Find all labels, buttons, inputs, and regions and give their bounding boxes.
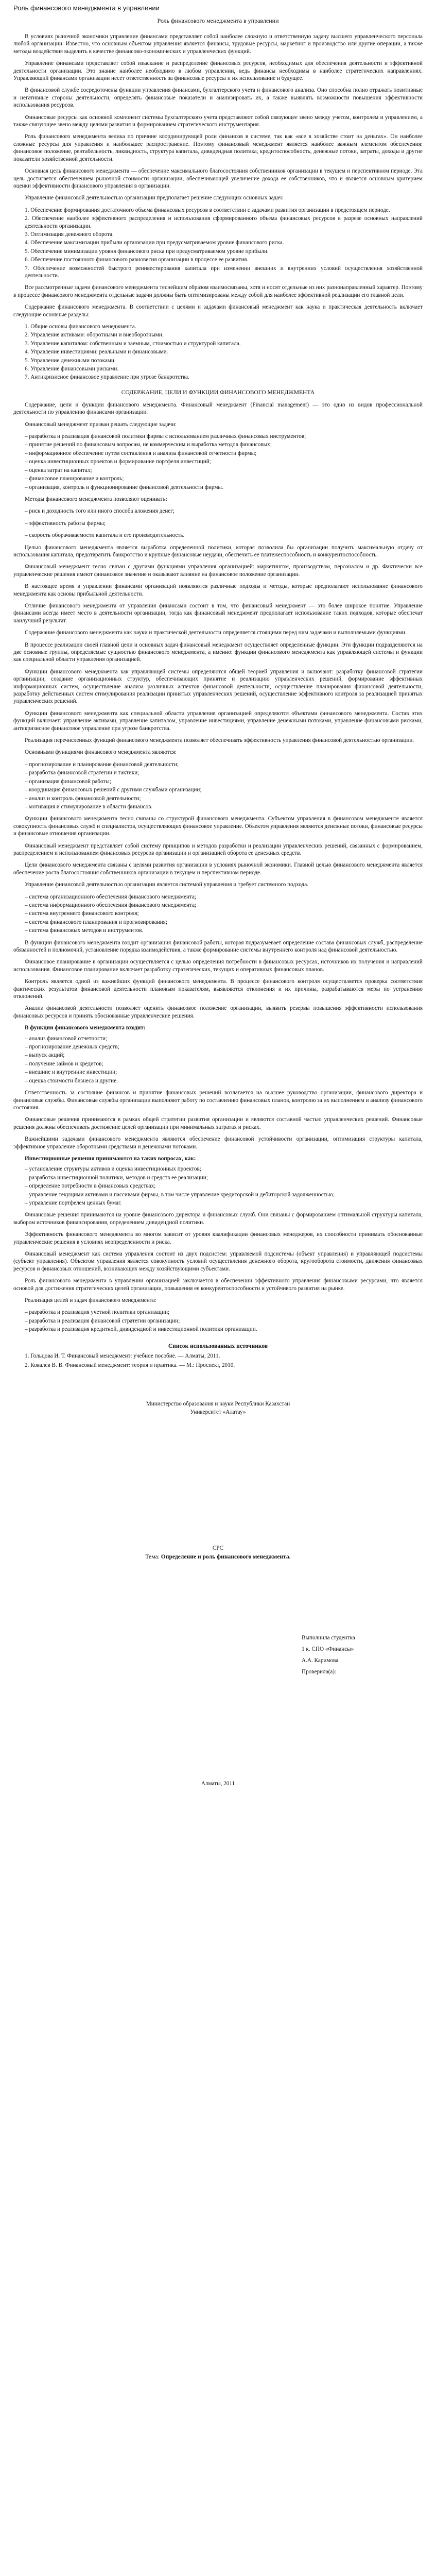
performed-by: Выполнила студентка — [302, 1635, 355, 1641]
list-item: – организация, контроль и функционирование финансовой деятельности фирмы. — [25, 484, 223, 490]
paragraph: Функции финансового менеджмента как управляющей системы определяются общей теорией управления и включают: разработку финансовой стратегии организации, создание организационных структур, обеспечивающих принятие и реализацию управленческих решений, формирование эффективных информационных систем, осуществление анализа различных аспектов финансовой деятельности, осуществление планирования финансовой деятельности, разработку действенных систем стимулирования реализации принятых управленческих решений, осуществление эффективного контроля за реализацией принятых управленческих решений. — [13, 668, 423, 705]
list-item: 1. Обеспечение формирования достаточного объема финансовых ресурсов в соответствии с задачами развития организации в предстоящем периоде. — [25, 207, 390, 213]
paragraph: Цели финансового менеджмента связаны с целями развития организации в условиях рыночной экономики. Главной целью финансового менеджмента является обеспечение роста благосостояния собственников организации в текущем и перспективном периоде. — [13, 862, 423, 876]
topic-label: Тема: — [145, 1553, 160, 1561]
paragraph: Финансовый менеджмент как система управления состоит из двух подсистем: управляемой подсистемы (объект управления) и управляющей подсистемы (субъект управления). Объектом управления является совокупность условий осуществления денежного оборота, кругооборота стоимости, движения финансовых ресурсов и финансовых отношений, возникающих между хозяйствующими субъектами. — [13, 1251, 423, 1272]
list-item: – определение потребности в финансовых средствах; — [25, 1183, 156, 1190]
main-functions-list — [13, 761, 423, 810]
paragraph: Финансовые ресурсы как основной компонент системы бухгалтерского учета представляют собой связующее звено между учетом, контролем и управлением, а также связующее звено между целями развития и формированием стратегического инструментария. — [13, 114, 423, 128]
list-item: – анализ и контроль финансовой деятельности; — [25, 795, 141, 802]
list-item: – координация финансовых решений с другими службами организации; — [25, 787, 202, 793]
author-block — [302, 1632, 423, 1677]
work-topic — [13, 1553, 423, 1560]
student-name: А.А. Каримова — [302, 1657, 339, 1664]
paragraph: – риск и доходность того или иного способа вложения денег; — [25, 508, 175, 515]
paragraph: – скорость оборачиваемости капитала и его производительность. — [25, 532, 185, 539]
list-item: – мотивация и стимулирование в области финансов. — [25, 803, 153, 810]
paragraph: – эффективность работы фирмы; — [25, 520, 106, 527]
list-item: – система организационного обеспечения финансового менеджмента; — [25, 893, 197, 900]
list-item: – разработка и реализация учетной политики организации; — [25, 1309, 170, 1316]
paragraph: В функции финансового менеджмента входит организация финансовой работы, которая подразумевает определение состава финансовых служб, распределение обязанностей и полномочий, установление порядка взаимодействия, а также формирование системы внутреннего контроля над финансовой деятельностью. — [13, 939, 423, 953]
paragraph: Финансовые решения принимаются в рамках общей стратегии развития организации и являются составной частью управленческих решений. Финансовые решения должны обеспечивать достижение целей организации при минимальных затратах и рисках. — [13, 1116, 423, 1130]
paragraph: Важнейшими задачами финансового менеджмента являются обеспечение финансовой устойчивости организации, оптимизация структуры капитала, эффективное управление оборотными средствами и денежными потоками. — [13, 1136, 423, 1150]
system-list — [13, 893, 423, 935]
title-page — [13, 1400, 423, 1941]
paragraph: Финансовые решения принимаются на уровне финансового директора и финансовых служб. Они связаны с формированием оптимальной структуры капитала, выбором источников финансирования, определением дивидендной политики. — [13, 1212, 423, 1226]
list-item: – разработка и реализация финансовой стратегии организации; — [25, 1317, 180, 1324]
document-title: Роль финансового менеджмента в управлении — [13, 4, 160, 12]
paragraph: Содержание, цели и функции финансового менеджмента. Финансовый менеджмент (Financial management) — это одно из видов профессиональной деятельности по управлению финансами организации. — [13, 401, 423, 416]
list-item: 5. Обеспечение минимизации уровня финансового риска при предусматриваемом уровне прибыли. — [25, 248, 269, 255]
list-item: 4. Обеспечение максимизации прибыли организации при предусматриваемом уровне финансового риска. — [25, 240, 284, 246]
list-item: – прогнозирование и планирование финансовой деятельности; — [25, 761, 179, 768]
paragraph: Содержание финансового менеджмента как науки и практической деятельности определяется стоящими перед ним задачами и выполняемыми функциями. — [25, 630, 407, 636]
list-item: – система внутреннего финансового контроля; — [25, 910, 139, 917]
intro-section — [13, 33, 423, 202]
document-subtitle: Роль финансового менеджмента в управлении — [157, 17, 279, 24]
list-item: 2. Управление активами: оборотными и внеоборотными. — [25, 332, 164, 338]
list-item: – разработка финансовой стратегии и тактики; — [25, 770, 139, 776]
paragraph: В настоящее время в управлении финансами организаций появляются различные подходы и методы, которые предполагают использование финансового менеджмента как основы прибыльной деятельности. — [13, 583, 423, 597]
paragraph: Финансовый менеджмент тесно связан с другими функциями управления организацией: маркетингом, производством, персоналом и др. Фактически все управленческие решения имеют финансовое значение и оказывают влияние на финансовое положение организации. — [13, 564, 423, 578]
paragraph: Содержание финансового менеджмента. В соответствии с целями и задачами финансовый менеджмент как наука и практическая деятельность включает следующие основные разделы: — [13, 304, 423, 318]
list-item: – оценка затрат на капитал; — [25, 467, 92, 473]
paragraph: Роль финансового менеджмента велика по причине координирующей роли финансов в системе, так как «все в хозяйстве стоит на деньгах». Он наиболее сложные ресурсы для управления и наибольшее распространение. Поэтому финансовый менеджмент является наиболее важным элементом обеспечения: финансовое положение, рентабельность, ликвидность, структура капитала, дивидендная политика, кредитоспособность, денежные потоки, затраты, доходы и другие показатели хозяйственной деятельности. — [13, 133, 423, 162]
final-list — [13, 1309, 423, 1333]
list-item: – внешние и внутренние инвестиции; — [25, 1069, 117, 1076]
paragraph: Управление финансовой деятельностью организации предполагает решение следующих основных задач: — [25, 195, 284, 201]
paragraph: В процессе реализации своей главной цели и основных задач финансовый менеджмент осуществляет определенные функции. Эти функции подразделяются на две основные группы, определяемые сущностью финансового менеджмента, а именно: функции финансового менеджмента как управляющей системы и функции как специальной области управления организацией. — [13, 641, 423, 663]
list-item: – выпуск акций; — [25, 1052, 65, 1059]
objects-list — [13, 1035, 423, 1084]
list-item: 2. Обеспечение наиболее эффективного распределения и использования сформированного объема финансовых ресурсов в разрезе основных направлений деятельности организации. — [25, 215, 423, 229]
paragraph: Основными функциями финансового менеджмента являются: — [25, 749, 177, 756]
references-list — [13, 1352, 423, 1369]
list-item: 3. Оптимизация денежного оборота. — [25, 231, 114, 238]
section-heading: СОДЕРЖАНИЕ, ЦЕЛИ И ФУНКЦИИ ФИНАНСОВОГО МЕНЕДЖМЕНТА — [121, 388, 315, 396]
paragraph: Контроль является одной из важнейших функций финансового менеджмента. В процессе финансового контроля осуществляется проверка соответствия фактических результатов финансовой деятельности плановым показателям, выявляются отклонения и их причины, разрабатываются меры по устранению отклонений. — [13, 978, 423, 1000]
list-item: – разработка и реализация кредитной, дивидендной и инвестиционной политики организации. — [25, 1326, 257, 1333]
paragraph: Управление финансами представляет собой изыскание и распределение финансовых ресурсов, необходимых для обеспечения деятельности и эффективной деятельности организации. Это знание наиболее необходимо в любом управлении, ведь финансы необходимы в наиболее стратегических направлениях. Управляющий финансами организации несет ответственность за финансовые ресурсы и их использование и будущее. — [13, 60, 423, 82]
list-item: – разработка инвестиционной политики, методов и средств ее реализации; — [25, 1174, 208, 1181]
tasks-list — [13, 207, 423, 280]
list-item: – оценка инвестиционных проектов и формирование портфеля инвестиций; — [25, 459, 211, 465]
functions-list — [13, 433, 423, 491]
list-item: – получение займов и кредитов; — [25, 1060, 103, 1067]
list-item: – информационное обеспечение путем составления и анализа финансовой отчетности фирмы; — [25, 450, 257, 456]
checked-by: Проверила(а): — [302, 1669, 337, 1675]
paragraph: Финансовое планирование в организации осуществляется с целью определения потребности в финансовых ресурсах, источников их получения и направлений использования. Финансовое планирование включает разработку стратегических, текущих и оперативных финансовых планов. — [13, 959, 423, 973]
paragraph: Функции финансового менеджмента как специальной области управления организацией определяются объектами финансового менеджмента. Состав этих функций включает: управление активами, управление капиталом, управление инвестициями, управление денежными потоками, управление финансовыми рисками, антикризисное финансовое управление при угрозе банкротства. — [13, 710, 423, 732]
list-item: 6. Управление финансовыми рисками. — [25, 366, 119, 372]
list-item: – прогнозирование денежных средств; — [25, 1044, 119, 1050]
list-item: – система финансовых методов и инструментов. — [25, 927, 144, 934]
decisions-list — [13, 1165, 423, 1207]
list-item: 7. Обеспечение возможностей быстрого реинвестирования капитала при изменении внешних и внутренних условий осуществления хозяйственной деятельности. — [25, 265, 423, 279]
paragraph: Методы финансового менеджмента позволяют оценивать: — [25, 496, 167, 502]
ministry-name: Министерство образования и науки Республики Казахстан — [146, 1401, 290, 1408]
list-item: – управление текущими активами и пассивами фирмы, в том числе управление кредиторской и дебиторской задолженностью; — [25, 1191, 335, 1198]
paragraph: Отличие финансового менеджмента от управления финансами состоит в том, что финансовый менеджмент — это более широкое понятие. Управление финансами всегда имеет место в деятельности организации, тогда как финансовый менеджмент предполагает использование таких подходов, которые обеспечат наилучший результат. — [13, 602, 423, 624]
paragraph: Реализация целей и задач финансового менеджмента: — [25, 1297, 156, 1304]
paragraph: В финансовой службе сосредоточены функции управления финансами, бухгалтерского учета и финансового анализа. Оно способна полно отражать позитивные и негативные стороны деятельности, определять финансовые показатели и анализировать их, а также выявлять возможности повышения эффективности использования ресурсов. — [13, 87, 423, 109]
list-item: 3. Управление капиталом: собственным и заемным, стоимостью и структурой капитала. — [25, 340, 241, 347]
paragraph: Управление финансовой деятельностью организации является системой управления и требует системного подхода. — [25, 882, 308, 888]
list-item: – организация финансовой работы; — [25, 778, 111, 785]
paragraph: Основная цель финансового менеджмента — обеспечение максимального благосостояния собственников организации в текущем и перспективном периоде. Эта цель достигается обеспечением рыночной стоимости организации, обеспечивающей увеличение дохода ее собственников, что и является основным критерием оценки эффективности финансового управления в организации. — [13, 168, 423, 189]
paragraph: Ответственность за состояние финансов и принятие финансовых решений возлагается на высшее руководство организации, финансового директора и финансовые службы. Финансовые службы организации выполняют работу по составлению финансовых планов, контролю за их выполнением и анализу финансового состояния. — [13, 1090, 423, 1111]
city-year: Алматы, 2011 — [201, 1781, 235, 1787]
paragraph: Все рассмотренные задачи финансового менеджмента теснейшим образом взаимосвязаны, хотя и носят отдельные из них разнонаправленный характер. Поэтому в процессе финансового менеджмента отдельные задачи должны быть оптимизированы между собой для наиболее эффективной реализации его главной цели. — [13, 284, 423, 298]
paragraph: Эффективность финансового менеджмента во многом зависит от уровня квалификации финансовых менеджеров, их способности принимать обоснованные управленческие решения в условиях неопределенности и риска. — [13, 1231, 423, 1245]
paragraph: Анализ финансовой деятельности позволяет оценить финансовое положение организации, выявить резервы повышения эффективности использования финансовых ресурсов и принять обоснованные управленческие решения. — [13, 1005, 423, 1019]
subsection-heading: Инвестиционные решения принимаются на таких вопросах, как: — [25, 1155, 196, 1162]
list-item: 4. Управление инвестициями: реальными и финансовыми. — [25, 349, 168, 355]
list-item: – система финансового планирования и прогнозирования; — [25, 919, 167, 925]
list-item: – разработка и реализация финансовой политики фирмы с использованием различных финансовых инструментов; — [25, 433, 306, 440]
list-item: – финансовое планирование и контроль; — [25, 476, 124, 482]
list-item: – принятие решений по финансовым вопросам, не коммерческим и выработка методов финансовых; — [25, 442, 272, 448]
list-item: – оценка стоимости бизнеса и другие. — [25, 1077, 118, 1084]
paragraph: В условиях рыночной экономики управление финансами представляет собой наиболее сложную и ответственную задачу высшего управленческого персонала любой организации. Известно, что основным объектом управления является финансы, трудовые ресурсы, маркетинг и производство или другие операции, а также методы воздействия выделить в качестве финансово-экономических и управленческих функций. — [13, 33, 423, 55]
paragraph: Финансовый менеджмент представляет собой систему принципов и методов разработки и реализации управленческих решений, связанных с формированием, распределением и использованием финансовых ресурсов организации и организацией оборота ее денежных средств. — [13, 842, 423, 856]
list-item: 6. Обеспечение постоянного финансового равновесия организации в процессе ее развития. — [25, 257, 249, 263]
references-title: Список использованных источников — [168, 1342, 268, 1349]
list-item: 7. Антикризисное финансовое управление при угрозе банкротства. — [25, 374, 189, 381]
content-list — [13, 323, 423, 381]
paragraph: Целью финансового менеджмента является выработка определенной политики, которая позволила бы организации получить максимальную отдачу от использования капитала, предотвратить банкротство и крупные финансовые неудачи, обеспечить ее платежеспособность и конкурентоспособность. — [13, 544, 423, 558]
reference-item: 1. Гольцова И. Т. Финансовый менеджмент: учебное пособие. — Алматы, 2011. — [25, 1352, 220, 1359]
university-name: Университет «Алатау» — [190, 1409, 246, 1416]
list-item: – система информационного обеспечения финансового менеджмента; — [25, 902, 197, 908]
subsection-heading: В функции финансового менеджмента входит: — [25, 1025, 146, 1031]
list-item: 1. Общие основы финансового менеджмента. — [25, 324, 136, 330]
topic-text: Определение и роль финансового менеджмента. — [161, 1553, 291, 1561]
reference-item: 2. Ковалев В. В. Финансовый менеджмент: теория и практика. — М.: Проспект, 2010. — [25, 1362, 235, 1369]
paragraph: Роль финансового менеджмента в управлении организацией заключается в обеспечении эффективного управления финансовыми ресурсами, что является основой для достижения стратегических целей организации, повышения ее конкурентоспособности и устойчивого развития на рынке. — [13, 1278, 423, 1292]
paragraph: Функции финансового менеджмента тесно связаны со структурой финансового менеджмента. Субъектом управления в финансовом менеджменте является совокупность финансовых служб и специалистов, осуществляющих финансовое управление. Объектом управления являются денежные потоки, финансовые ресурсы и финансовые отношения организации. — [13, 816, 423, 837]
list-item: – установление структуры активов и оценка инвестиционных проектов; — [25, 1166, 201, 1173]
list-item: – управление портфелем ценных бумаг. — [25, 1199, 122, 1206]
paragraph: Реализация перечисленных функций финансового менеджмента позволяет обеспечивать эффективность управления финансовой деятельностью организации. — [25, 737, 414, 744]
list-item: 5. Управление денежными потоками. — [25, 357, 116, 364]
student-group: 1 к. СПО «Финансы» — [302, 1646, 354, 1653]
list-item: – анализ финансовой отчетности; — [25, 1035, 108, 1042]
paragraph: Финансовый менеджмент призван решать следующие задачи: — [25, 421, 177, 428]
work-kind: СРС — [212, 1545, 224, 1552]
